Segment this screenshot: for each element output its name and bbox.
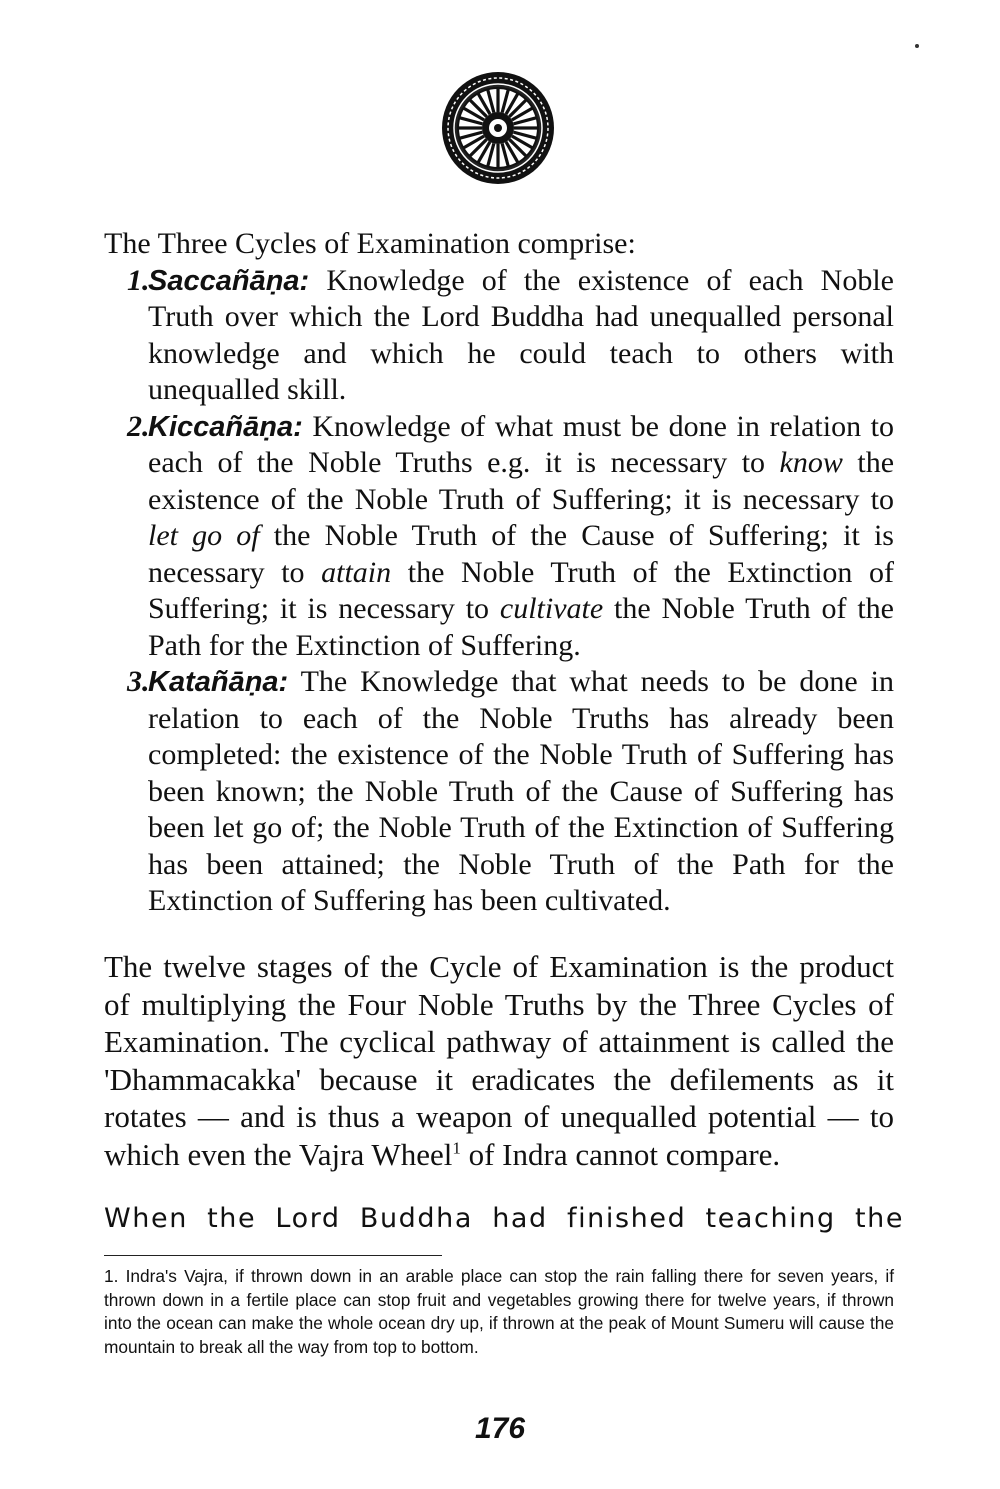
intro-line: The Three Cycles of Examination comprise: <box>104 227 636 260</box>
cycle-term: Kiccañāṇa: <box>148 410 303 443</box>
cycles-list <box>104 263 894 920</box>
cycle-text: the Noble Truth of the Cause of Suffering; it is necessary to <box>148 519 894 589</box>
cycle-term: Saccañāṇa: <box>148 264 310 297</box>
paragraph-continued: When the Lord Buddha had finished teaching the <box>104 1203 905 1234</box>
cycle-number: 2. <box>127 409 150 443</box>
speck-mark <box>915 44 919 48</box>
cycle-text: the existence of the Noble Truth of Suffering; it is necessary to <box>148 446 895 516</box>
cycle-number: 3. <box>127 665 150 698</box>
paragraph-dhammacakka <box>104 948 894 1173</box>
paragraph-text: The twelve stages of the Cycle of Examination is the product of multiplying the Four Noble Truths by the Three Cycles of Examination. The cyclical pathway of attainment is called the 'Dhammacakka' because it eradicates the defilements as it rotates — and is thus a weapon of unequalled potential — to which even the Vajra Wheel <box>104 949 894 1172</box>
cycle-text: Knowledge of what must be done in relation to each of the Noble Truths e.g. it is necessary to <box>148 409 894 479</box>
page-number: 176 <box>474 1412 526 1445</box>
footnote-divider <box>104 1255 442 1256</box>
dhammacakka-wheel-icon <box>440 70 556 186</box>
emphasis-text: attain <box>321 555 392 589</box>
cycle-text: The Knowledge that what needs to be done in relation to each of the Noble Truths has already been completed: the existence of the Noble Truth of Suffering has been known; the Noble Truth of the Cause of Suffering has been let go of; the Noble Truth of the Extinction of Suffering has been attained; the Noble Truth of the Path for the Extinction of Suffering has been cultivated. <box>148 665 894 917</box>
cycle-number: 1. <box>127 263 150 297</box>
cycle-text: the Noble Truth of the Path for the Extinction of Suffering. <box>148 592 894 662</box>
cycle-item <box>104 409 894 665</box>
cycle-item <box>104 263 894 409</box>
footnote-ref[interactable]: 1 <box>452 1138 461 1158</box>
emphasis-text: let go of <box>148 519 260 552</box>
emphasis-text: cultivate <box>499 592 604 625</box>
cycle-term: Katañāṇa: <box>148 666 289 698</box>
cycle-item <box>104 664 894 920</box>
paragraph-text-end: of Indra cannot compare. <box>460 1136 781 1172</box>
emphasis-text: know <box>779 446 843 479</box>
cycle-text: Knowledge of the existence of each Noble Truth over which the Lord Buddha had unequalled personal knowledge and which he could teach to others with unequalled skill. <box>148 263 894 406</box>
cycle-text: the Noble Truth of the Extinction of Suffering; it is necessary to <box>148 555 894 625</box>
footnote: 1. Indra's Vajra, if thrown down in an arable place can stop the rain falling there for seven years, if thrown down in a fertile place can stop fruit and vegetables growing there for twelve years, if thrown into the ocean can make the whole ocean dry up, if thrown at the peak of Mount Sumeru will cause the mountain to break all the way from top to bottom. <box>104 1266 894 1357</box>
